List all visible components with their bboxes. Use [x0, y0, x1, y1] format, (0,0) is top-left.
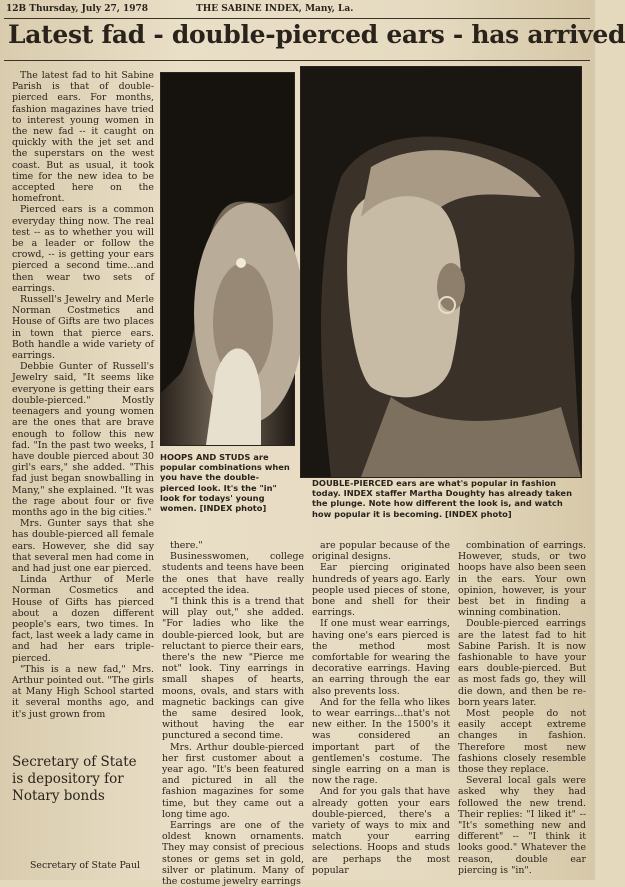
photo2-caption: DOUBLE-PIERCED ears are what's popular in fashion today. INDEX staffer Martha Doughty has already taken the plunge. Note how different the look is, and watch how popular it is becoming. [INDEX photo]: [312, 478, 572, 519]
paragraph: "I think this is a trend that will play out," she added. "For ladies who like the double-pierced look, but are reluctant to pierce their ears, there's the new "Pierce me not" look. Tiny earrings in small shapes of hearts, moons, ovals, and stars with magnetic backings can give the same desired look, without having the ear punctured a second time.: [162, 596, 304, 742]
paragraph: Russell's Jewelry and Merle Norman Costmetics and House of Gifts are two places in town that pierce ears. Both handle a wide variety of earrings.: [12, 294, 154, 362]
article-column-1: [12, 70, 154, 738]
article-headline: Latest fad - double-pierced ears - has arrived: [8, 20, 625, 49]
paragraph: Earrings are one of the oldest known ornaments. They may consist of precious stones or gems set in gold, silver or platinum. Many of the costume jewelry earrings: [162, 820, 304, 887]
paragraph: Most people do not easily accept extreme changes in fashion. Therefore most new fashions closely resemble those they replace.: [458, 708, 586, 776]
photo-hoops-and-studs: [160, 72, 295, 446]
paragraph: "This is a new fad," Mrs. Arthur pointed out. "The girls at Many High School started it several months ago, and it's just grown from: [12, 663, 154, 720]
page-header: [6, 4, 589, 18]
paragraph: Double-pierced earrings are the latest fad to hit Sabine Parish. It is now fashionable to have your ears double-pierced. But as most fads go, they will die down, and then be re-born years later.: [458, 618, 586, 708]
article-column-4: [458, 540, 586, 878]
paragraph: And for you gals that have already gotten your ears double-pierced, there's a variety of ways to mix and match your earring selections. Hoops and studs are perhaps the most popular: [312, 786, 450, 876]
paragraph: Linda Arthur of Merle Norman Cosmetics and House of Gifts has pierced about a dozen different people's ears, two times. In fact, last week a lady came in and had her ears triple-pierced.: [12, 574, 154, 664]
header-rule: [4, 18, 590, 19]
paragraph: Several local gals were asked why they had followed the new trend. Their replies: "I liked it" -- "It's something new and different" -- "I think it looks good." Whatever the reason, double ear piercing is "in".: [458, 775, 586, 876]
paragraph: there.": [170, 540, 203, 551]
paragraph: Mrs. Arthur double-pierced her first customer about a year ago. "It's been featured and pictured in all the fashion magazines for some time, but they came out a long time ago.: [162, 741, 304, 820]
page-date: 12B Thursday, July 27, 1978: [6, 4, 149, 14]
paragraph: Ear piercing originated hundreds of years ago. Early people used pieces of stone, bone and shell for their earrings.: [312, 562, 450, 619]
paragraph: The latest fad to hit Sabine Parish is that of double-pierced ears. For months, fashion magazines have tried to interest young women in the new fad -- it caught on quickly with the jet set and the superstars on the west coast. But as usual, it took time for the new idea to be accepted here on the homefront.: [12, 70, 154, 205]
paragraph: are popular because of the original designs.: [312, 540, 450, 563]
article-column-3: [312, 540, 450, 878]
paragraph: Debbie Gunter of Russell's Jewelry said, "It seems like everyone is getting their ears double-pierced." Mostly teenagers and young women are the ones that are brave enough to follow this new fad. "In the past two weeks, I have double pierced about 30 girl's ears," she added. "This fad just began snowballing in Many," she explained. "It was the rage about four or five months ago in the big cities.": [12, 361, 154, 518]
paragraph: Mrs. Gunter says that she has double-pierced all female ears. However, she did say that several men had come in and had just one ear pierced.: [12, 518, 154, 574]
paragraph: Businesswomen, college students and teens have been the ones that have really accepted the idea.: [162, 551, 304, 596]
sidebar-body: Secretary of State Paul: [30, 860, 141, 871]
article-column-2: [162, 540, 304, 887]
sidebar-headline: Secretary of State is depository for Notary bonds: [12, 754, 137, 804]
photo1-caption: HOOPS AND STUDS are popular combinations when you have the double-pierced look. It's the "in" look for todays' young women. [INDEX photo]: [160, 452, 290, 514]
headline-rule: [4, 60, 590, 61]
photo-double-pierced-ears: [300, 66, 582, 478]
paragraph: Pierced ears is a common everyday thing now. The real test -- as to whether you will be a leader or follow the crowd, -- is getting your ears pierced a second time...and then wear two sets of earrings.: [12, 204, 154, 294]
paragraph: And for the fella who likes to wear earrings...that's not new either. In the 1500's it was considered an important part of the gentlemen's costume. The single earring on a man is now the rage.: [312, 696, 450, 787]
paragraph: If one must wear earrings, having one's ears pierced is the method most comfortable for wearing the decorative earrings. Having an earring through the ear also prevents loss.: [312, 618, 450, 697]
paragraph: combination of earrings. However, studs, or two hoops have also been seen in the ears. Your own opinion, however, is your best bet in finding a winning combination.: [458, 540, 586, 619]
paper-name: THE SABINE INDEX, Many, La.: [196, 4, 354, 14]
